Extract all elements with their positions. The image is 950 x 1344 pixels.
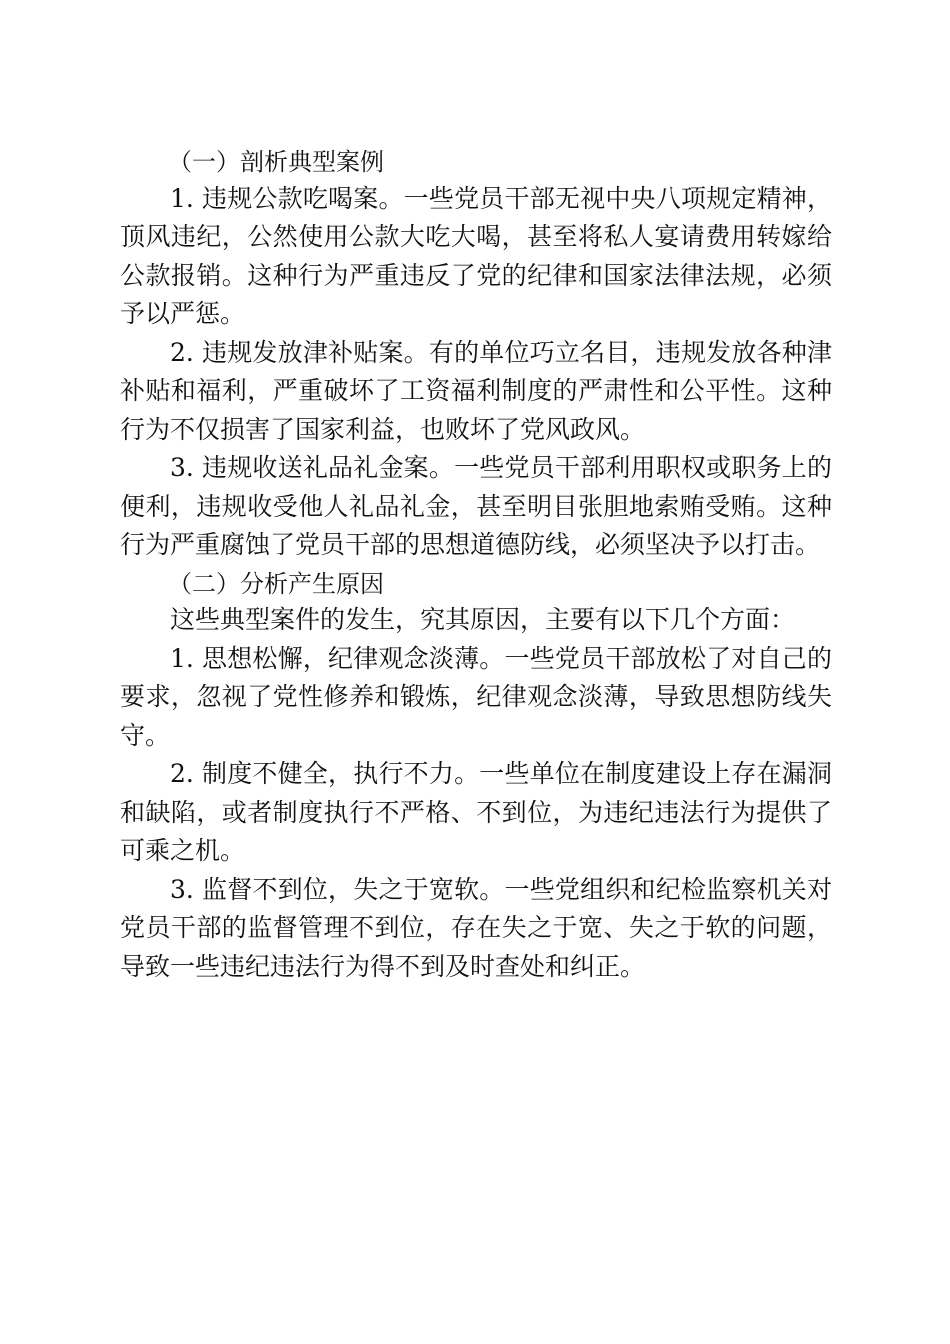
section-1-paragraph-3: 3. 违规收送礼品礼金案。一些党员干部利用职权或职务上的便利，违规收受他人礼品礼金，甚至明目张胆地索贿受贿。这种行为严重腐蚀了党员干部的思想道德防线，必须坚决予以打击。: [120, 453, 832, 559]
section-2-paragraph-1: 1. 思想松懈，纪律观念淡薄。一些党员干部放松了对自己的要求，忽视了党性修养和锻炼，纪律观念淡薄，导致思想防线失守。: [120, 643, 832, 750]
section-2-intro: 这些典型案件的发生，究其原因，主要有以下几个方面：: [170, 605, 796, 634]
section-1-paragraph-2: 2. 违规发放津补贴案。有的单位巧立名目，违规发放各种津补贴和福利，严重破坏了工资福利制度的严肃性和公平性。这种行为不仅损害了国家利益，也败坏了党风政风。: [120, 337, 832, 444]
section-2-paragraph-2: 2. 制度不健全，执行不力。一些单位在制度建设上存在漏洞和缺陷，或者制度执行不严格、不到位，为违纪违法行为提供了可乘之机。: [120, 759, 832, 865]
section-2-heading: （二）分析产生原因: [168, 569, 384, 598]
document-body: [120, 143, 832, 986]
section-1-paragraph-1: 1. 违规公款吃喝案。一些党员干部无视中央八项规定精神，顶风违纪，公然使用公款大吃大喝，甚至将私人宴请费用转嫁给公款报销。这种行为严重违反了党的纪律和国家法律法规，必须予以严惩。: [120, 183, 832, 328]
section-1-heading: （一）剖析典型案例: [168, 148, 384, 176]
section-2-paragraph-3: 3. 监督不到位，失之于宽软。一些党组织和纪检监察机关对党员干部的监督管理不到位，存在失之于宽、失之于软的问题，导致一些违纪违法行为得不到及时查处和纠正。: [120, 874, 832, 981]
